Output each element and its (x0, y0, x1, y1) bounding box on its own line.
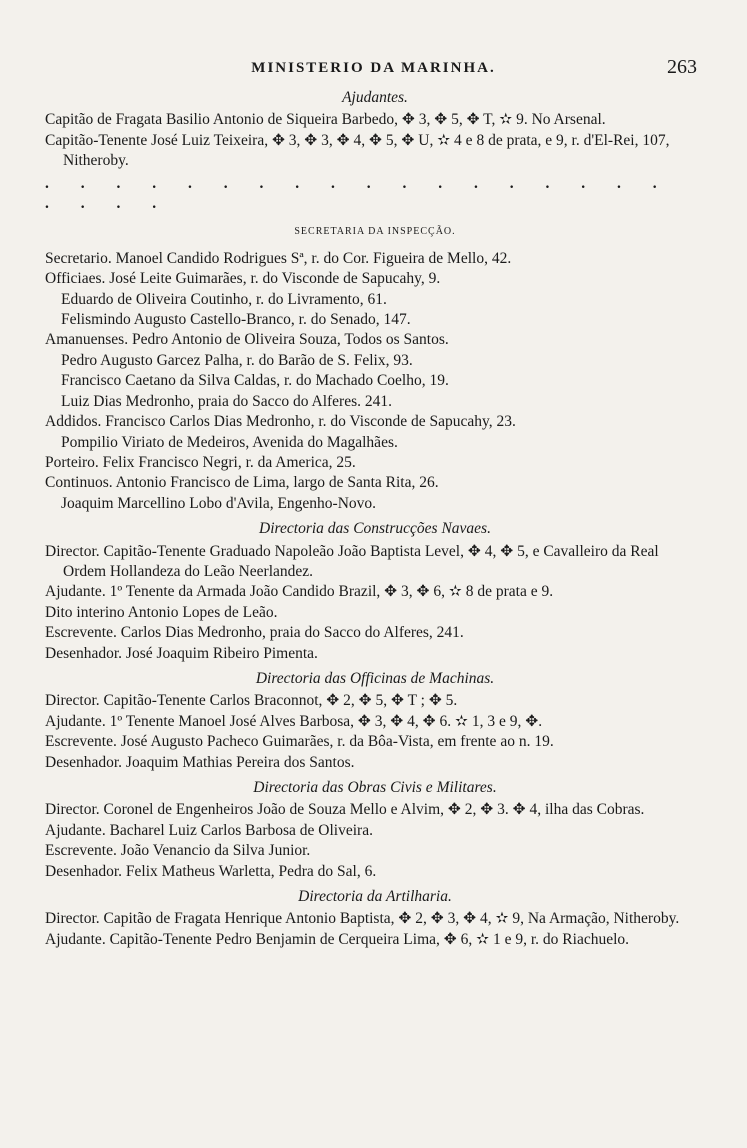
separator: . . . . . . . . . . . . . . . . . . . . . . (45, 174, 671, 213)
list-item: Secretario. Manoel Candido Rodrigues Sª, r. do Cor. Figueira de Mello, 42. (45, 249, 512, 267)
list-item: Ajudante. Capitão-Tenente Pedro Benjamin de Cerqueira Lima, ✥ 6, ✫ 1 e 9, r. do Riachuelo. (45, 930, 630, 948)
section-heading-construccoes: Directoria das Construcções Navaes. (259, 520, 491, 538)
running-title: MINISTERIO DA MARINHA. (251, 60, 496, 76)
list-item: Ajudante. 1º Tenente da Armada João Candido Brazil, ✥ 3, ✥ 6, ✫ 8 de prata e 9. (45, 583, 554, 601)
list-item: Eduardo de Oliveira Coutinho, r. do Livramento, 61. (61, 290, 387, 308)
list-item: Escrevente. João Venancio da Silva Junior. (45, 842, 311, 860)
list-item: Dito interino Antonio Lopes de Leão. (45, 603, 278, 621)
list-item: Director. Capitão-Tenente Graduado Napoleão João Baptista Level, ✥ 4, ✥ 5, e Cavalleiro da Real Ordem Hollandeza do Leão Neerlandez. (45, 542, 659, 580)
section-heading-artilharia: Directoria da Artilharia. (298, 888, 452, 906)
list-item: Director. Coronel de Engenheiros João de Souza Mello e Alvim, ✥ 2, ✥ 3. ✥ 4, ilha das Cobras. (45, 801, 645, 819)
list-item: Director. Capitão de Fragata Henrique Antonio Baptista, ✥ 2, ✥ 3, ✥ 4, ✫ 9, Na Armação, Nitheroby. (45, 910, 680, 928)
list-item: Pompilio Viriato de Medeiros, Avenida do Magalhães. (61, 433, 398, 451)
section-heading-ajudantes: Ajudantes. (342, 89, 408, 106)
list-item: Amanuenses. Pedro Antonio de Oliveira Souza, Todos os Santos. (45, 331, 449, 349)
list-item: Escrevente. José Augusto Pacheco Guimarães, r. da Bôa-Vista, em frente ao n. 19. (45, 733, 554, 751)
list-item: Ajudante. 1º Tenente Manoel José Alves Barbosa, ✥ 3, ✥ 4, ✥ 6. ✫ 1, 3 e 9, ✥. (45, 712, 543, 730)
list-item: Ajudante. Bacharel Luiz Carlos Barbosa de Oliveira. (45, 821, 373, 839)
section-heading-officinas: Directoria das Officinas de Machinas. (255, 669, 495, 687)
section-heading-secretaria: SECRETARIA DA INSPECÇÃO. (294, 226, 456, 238)
list-item: Joaquim Marcellino Lobo d'Avila, Engenho-Novo. (61, 494, 377, 512)
list-item: Desenhador. José Joaquim Ribeiro Pimenta. (45, 644, 318, 662)
list-item: Francisco Caetano da Silva Caldas, r. do Machado Coelho, 19. (61, 372, 449, 390)
page-header (0, 56, 747, 82)
list-item: Desenhador. Felix Matheus Warletta, Pedra do Sal, 6. (45, 862, 377, 880)
list-item: Porteiro. Felix Francisco Negri, r. da America, 25. (45, 453, 356, 471)
list-item: Pedro Augusto Garcez Palha, r. do Barão de S. Felix, 93. (61, 351, 413, 369)
section-heading-obras: Directoria das Obras Civis e Militares. (253, 779, 497, 796)
list-item: Continuos. Antonio Francisco de Lima, largo de Santa Rita, 26. (45, 474, 439, 492)
list-item: Desenhador. Joaquim Mathias Pereira dos Santos. (45, 753, 355, 771)
list-item: Felismindo Augusto Castello-Branco, r. do Senado, 147. (61, 311, 411, 329)
list-item: Addidos. Francisco Carlos Dias Medronho, r. do Visconde de Sapucahy, 23. (45, 413, 516, 431)
document-body (45, 83, 705, 950)
page-number: 263 (667, 56, 697, 78)
list-item: Luiz Dias Medronho, praia do Sacco do Alferes. 241. (61, 392, 393, 410)
list-item: Capitão de Fragata Basilio Antonio de Siqueira Barbedo, ✥ 3, ✥ 5, ✥ T, ✫ 9. No Arsenal. (45, 111, 606, 129)
list-item: Escrevente. Carlos Dias Medronho, praia do Sacco do Alferes, 241. (45, 624, 464, 642)
list-item: Officiaes. José Leite Guimarães, r. do Visconde de Sapucahy, 9. (45, 270, 441, 288)
list-item: Capitão-Tenente José Luiz Teixeira, ✥ 3, ✥ 3, ✥ 4, ✥ 5, ✥ U, ✫ 4 e 8 de prata, e 9, r. d'El-Rei, 107, Nitheroby. (45, 131, 670, 170)
list-item: Director. Capitão-Tenente Carlos Braconnot, ✥ 2, ✥ 5, ✥ T ; ✥ 5. (45, 692, 458, 710)
